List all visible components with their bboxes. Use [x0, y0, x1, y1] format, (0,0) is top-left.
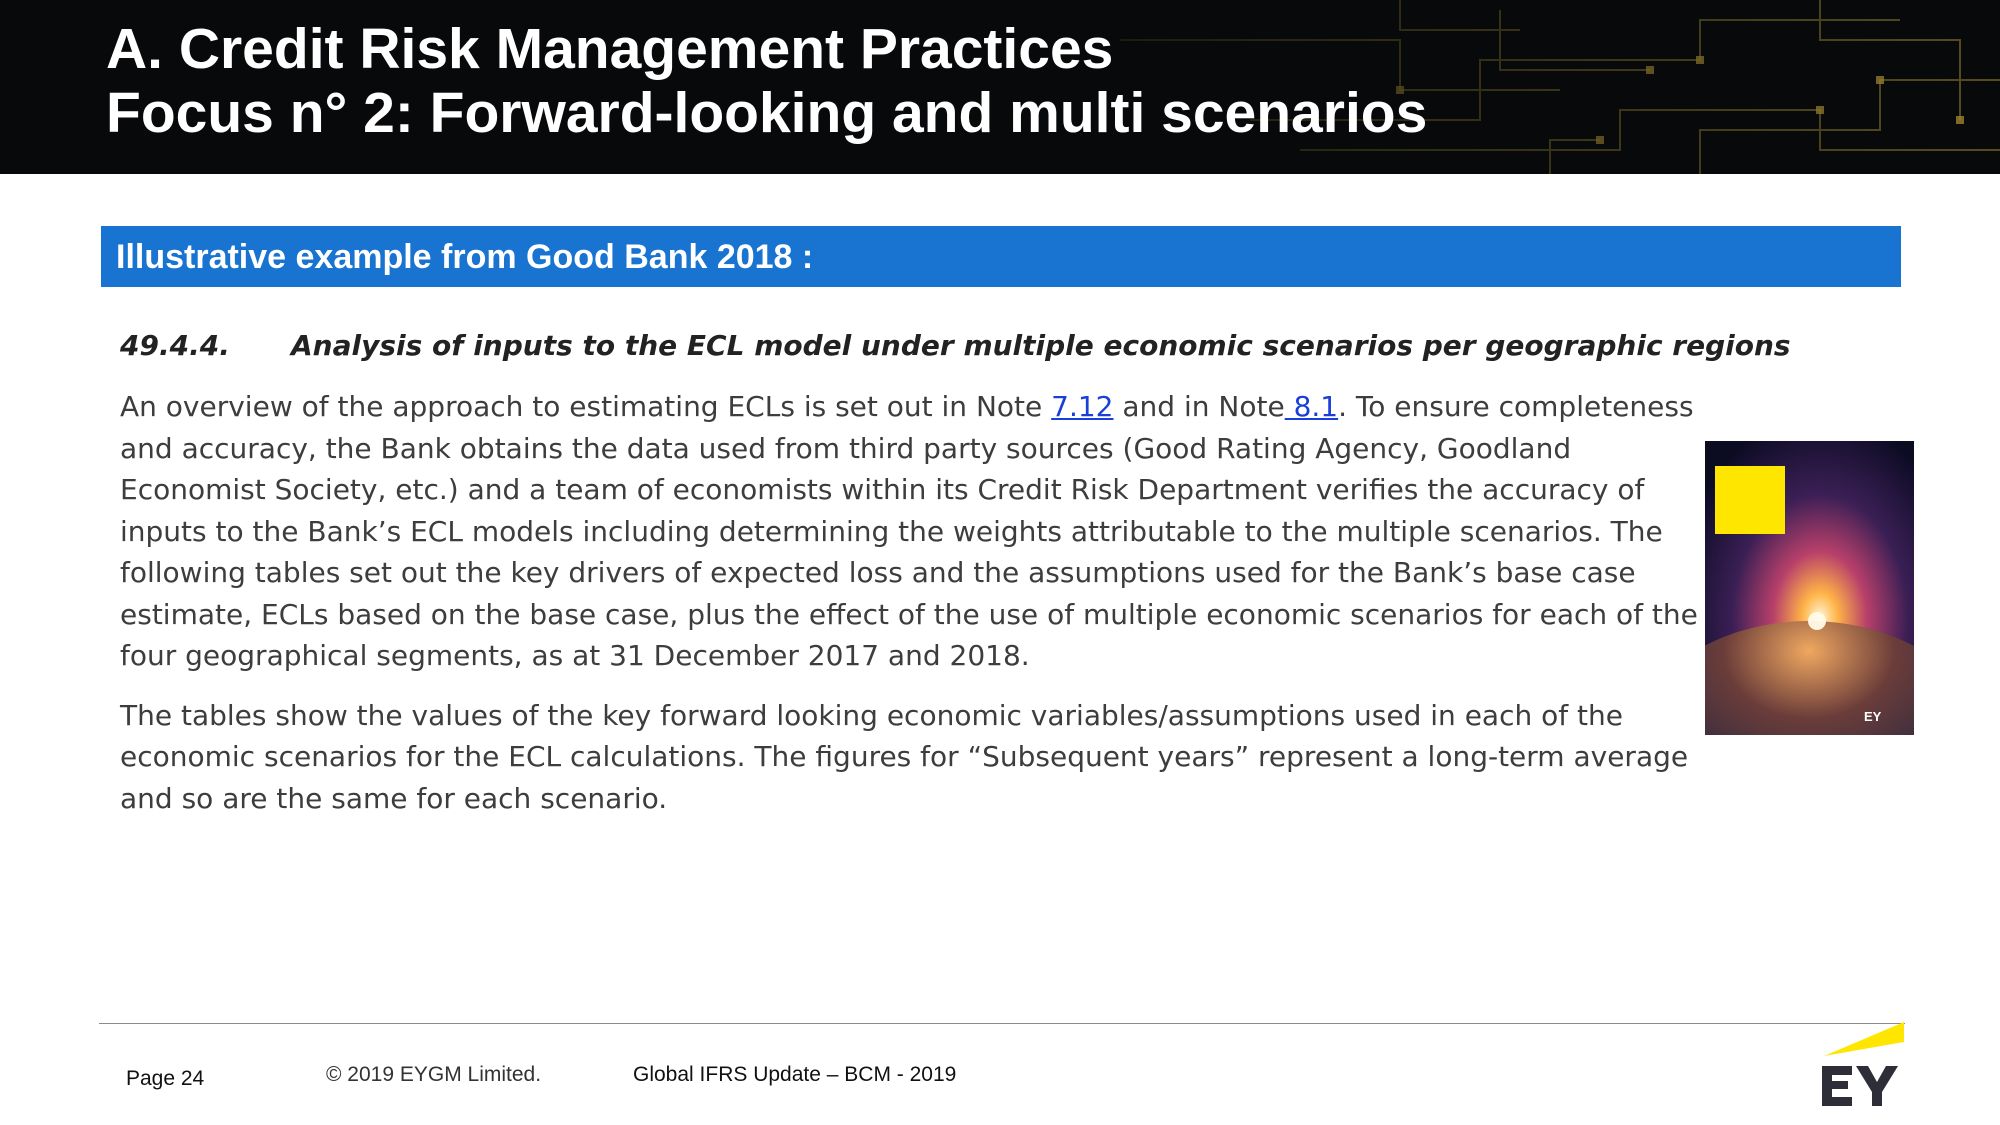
text-line: and in Note	[1113, 390, 1285, 423]
note-link-8-1[interactable]: 8.1	[1284, 390, 1339, 423]
slide-header	[0, 0, 2000, 174]
text-line: estimate, ECLs based on the base case, plus the effect of the use of multiple economic scenarios for each of the	[120, 597, 1698, 631]
ey-logo	[1818, 1022, 1906, 1108]
text-line: The tables show the values of the key forward looking economic variables/assumptions used in each of the	[120, 698, 1623, 732]
section-number: 49.4.4.	[120, 329, 230, 362]
copyright-notice: © 2019 EYGM Limited.	[326, 1063, 542, 1086]
text-line: An overview of the approach to estimating ECLs is set out in Note	[120, 390, 1052, 423]
report-cover-image	[1705, 441, 1914, 735]
excerpt-heading	[120, 322, 1791, 370]
paragraph-tables	[120, 695, 1700, 820]
section-title: Analysis of inputs to the ECL model under multiple economic scenarios per geographic regions	[291, 329, 1791, 362]
cover-title-label	[1715, 466, 1785, 534]
text-line: . To ensure completeness	[1338, 390, 1694, 423]
note-link-7-12[interactable]: 7.12	[1051, 390, 1114, 423]
text-line: Economist Society, etc.) and a team of economists within its Credit Risk Department verifies the accuracy of	[120, 473, 1645, 506]
text-line: four geographical segments, as at 31 December 2017 and 2018.	[120, 639, 1030, 672]
text-line: and so are the same for each scenario.	[120, 781, 668, 815]
slide-subtitle: Focus n° 2: Forward-looking and multi scenarios	[106, 81, 1428, 145]
text-line: and accuracy, the Bank obtains the data used from third party sources (Good Rating Agency, Goodland	[120, 431, 1572, 465]
text-line: following tables set out the key drivers of expected loss and the assumptions used for the Bank’s base case	[120, 556, 1636, 589]
text-line: inputs to the Bank’s ECL models including determining the weights attributable to the multiple scenarios. The	[120, 514, 1663, 548]
footer-divider	[99, 1023, 1905, 1024]
report-excerpt	[120, 322, 1791, 819]
event-name: Global IFRS Update – BCM - 2019	[633, 1063, 957, 1086]
slide-title: A. Credit Risk Management Practices	[106, 17, 1114, 81]
cover-ey-logo: EY	[1864, 709, 1882, 724]
section-banner-text: Illustrative example from Good Bank 2018 :	[116, 238, 814, 276]
page-number: Page 24	[126, 1067, 205, 1090]
text-line: economic scenarios for the ECL calculations. The figures for “Subsequent years” represent a long-term average	[120, 740, 1689, 773]
paragraph-overview	[120, 386, 1700, 677]
